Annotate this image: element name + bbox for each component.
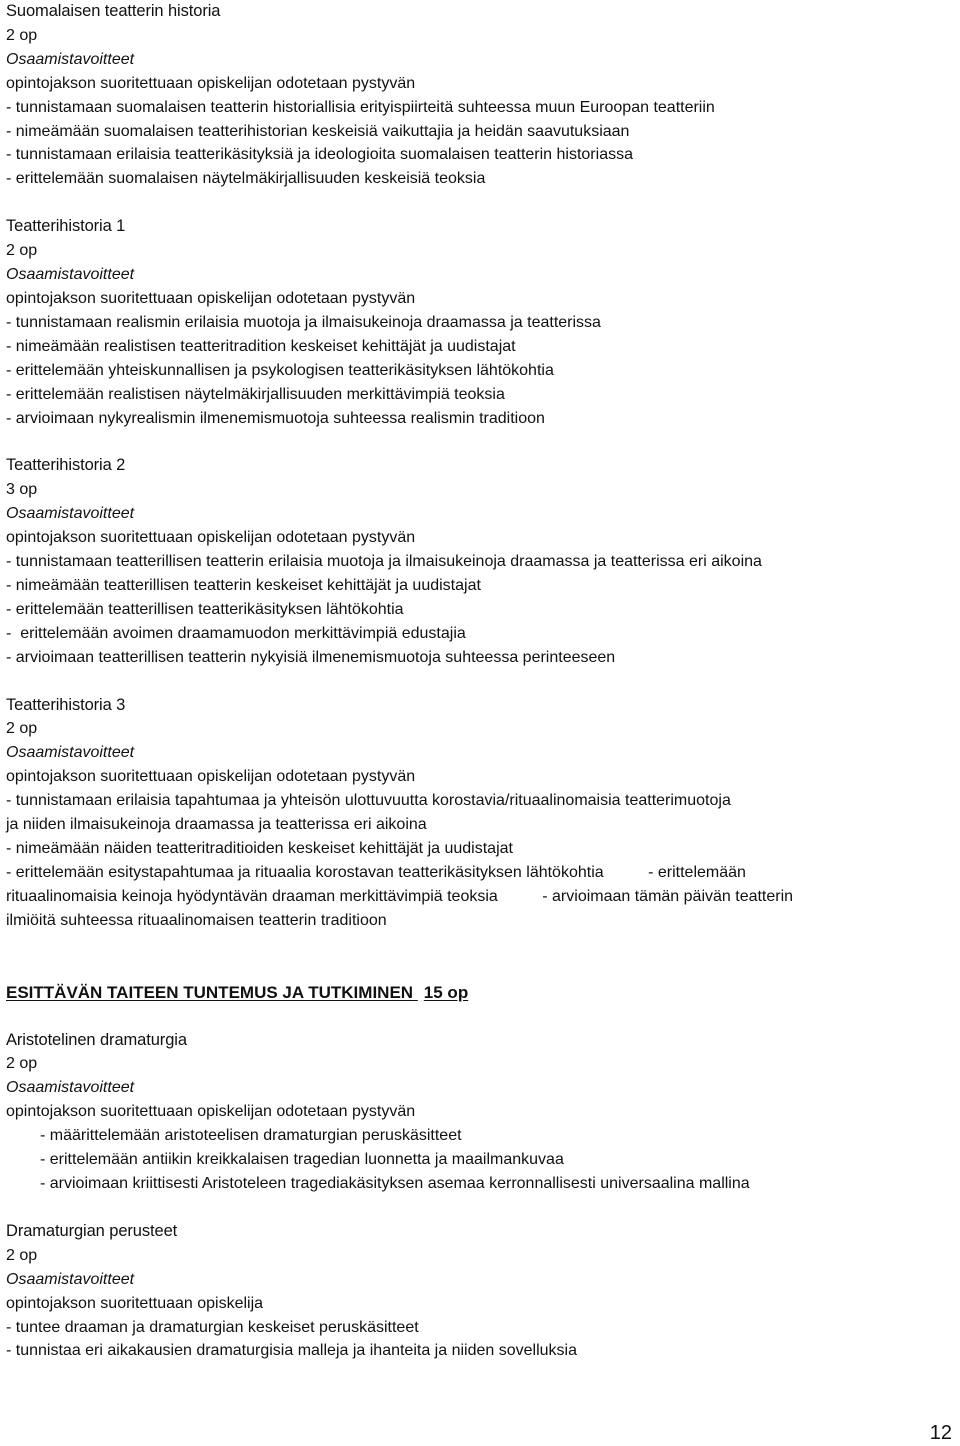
objective-item: - erittelemään antiikin kreikkalaisen tragedian luonnetta ja maailmankuvaa — [40, 1151, 564, 1169]
objective-item: - arvioimaan nykyrealismin ilmenemismuotoja suhteessa realismin traditioon — [6, 409, 545, 427]
course-credits: 2 op — [6, 720, 38, 738]
objectives-label: Osaamistavoitteet — [6, 1270, 135, 1288]
objective-item: - nimeämään realistisen teatteritradition keskeiset kehittäjät ja uudistajat — [6, 337, 516, 355]
objective-item: - erittelemään esitystapahtumaa ja rituaalia korostavan teatterikäsityksen lähtökohtia - erittelemään — [6, 863, 746, 881]
objective-item: - erittelemään realistisen näytelmäkirjallisuuden merkittävimpiä teoksia — [6, 385, 505, 403]
page-number: 12 — [929, 1422, 952, 1444]
objectives-intro: opintojakson suoritettuaan opiskelijan odotetaan pystyvän — [6, 1103, 416, 1121]
course-credits: 2 op — [6, 1246, 38, 1264]
spacer — [6, 1196, 954, 1220]
course-credits: 2 op — [6, 1055, 38, 1073]
objective-item: ilmiöitä suhteessa rituaalinomaisen teatterin traditioon — [6, 911, 387, 929]
section-heading — [6, 981, 954, 1005]
objectives-label: Osaamistavoitteet — [6, 266, 135, 284]
objectives-label: Osaamistavoitteet — [6, 1079, 135, 1097]
objective-item: - erittelemään teatterillisen teatterikäsityksen lähtökohtia — [6, 600, 404, 618]
objective-item: - erittelemään avoimen draamamuodon merkittävimpiä edustajia — [6, 624, 466, 642]
objectives-intro: opintojakson suoritettuaan opiskelijan odotetaan pystyvän — [6, 529, 416, 547]
spacer — [6, 670, 954, 694]
objective-item: - tuntee draaman ja dramaturgian keskeiset peruskäsitteet — [6, 1318, 419, 1336]
objectives-label: Osaamistavoitteet — [6, 505, 135, 523]
objective-item: rituaalinomaisia keinoja hyödyntävän draaman merkittävimpiä teoksia - arvioimaan tämän päivän teatterin — [6, 887, 794, 905]
course-teatterihistoria-1 — [6, 215, 954, 430]
objective-item: - tunnistamaan teatterillisen teatterin erilaisia muotoja ja ilmaisukeinoja draamassa ja teatterissa eri aikoina — [6, 553, 762, 571]
objectives-label: Osaamistavoitteet — [6, 50, 135, 68]
course-title: Dramaturgian perusteet — [6, 1221, 178, 1240]
objective-item: - arvioimaan kriittisesti Aristoteleen tragediakäsityksen asemaa kerronnallisesti universaalina mallina — [40, 1174, 750, 1192]
document-page — [6, 0, 954, 1363]
objective-item: - tunnistamaan suomalaisen teatterin historiallisia erityispiirteitä suhteessa muun Euroopan teatteriin — [6, 98, 715, 116]
objectives-intro: opintojakson suoritettuaan opiskelija — [6, 1294, 264, 1312]
course-credits: 2 op — [6, 242, 38, 260]
course-teatterihistoria-2 — [6, 454, 954, 669]
objective-item: - tunnistamaan realismin erilaisia muotoja ja ilmaisukeinoja draamassa ja teatterissa — [6, 313, 601, 331]
spacer — [6, 933, 954, 981]
objective-item: - erittelemään suomalaisen näytelmäkirjallisuuden keskeisiä teoksia — [6, 170, 486, 188]
course-title: Teatterihistoria 2 — [6, 456, 126, 475]
objectives-intro: opintojakson suoritettuaan opiskelijan odotetaan pystyvän — [6, 768, 416, 786]
objectives-label: Osaamistavoitteet — [6, 744, 135, 762]
objective-item: - määrittelemään aristoteelisen dramaturgian peruskäsitteet — [40, 1127, 462, 1145]
spacer — [6, 1005, 954, 1029]
course-title: Teatterihistoria 1 — [6, 217, 126, 236]
spacer — [6, 430, 954, 454]
course-title: Suomalaisen teatterin historia — [6, 2, 221, 20]
course-credits: 2 op — [6, 26, 38, 44]
objective-item: - tunnistamaan erilaisia tapahtumaa ja yhteisön ulottuvuutta korostavia/rituaalinomaisia teatterimuotoja — [6, 792, 731, 810]
objective-item: - nimeämään näiden teatteritraditioiden keskeiset kehittäjät ja uudistajat — [6, 840, 513, 857]
course-dramaturgian-perusteet — [6, 1220, 954, 1363]
objective-item: - arvioimaan teatterillisen teatterin nykyisiä ilmenemismuotoja suhteessa perinteeseen — [6, 648, 616, 666]
spacer — [6, 191, 954, 215]
objective-item: - nimeämään suomalaisen teatterihistorian keskeisiä vaikuttajia ja heidän saavutuksiaan — [6, 122, 630, 140]
course-suomalaisen-teatterin-historia — [6, 0, 954, 191]
objective-item: - erittelemään yhteiskunnallisen ja psykologisen teatterikäsityksen lähtökohtia — [6, 361, 554, 379]
objective-item: ja niiden ilmaisukeinoja draamassa ja teatterissa eri aikoina — [6, 816, 427, 834]
course-credits: 3 op — [6, 481, 38, 499]
section-heading-credits: 15 op — [423, 982, 469, 1002]
course-aristotelinen-dramaturgia — [6, 1029, 954, 1196]
course-title: Teatterihistoria 3 — [6, 695, 126, 714]
objective-item: - tunnistamaan erilaisia teatterikäsityksiä ja ideologioita suomalaisen teatterin historiassa — [6, 146, 633, 164]
course-teatterihistoria-3 — [6, 694, 954, 933]
objective-item: - tunnistaa eri aikakausien dramaturgisia malleja ja ihanteita ja niiden sovelluksia — [6, 1342, 577, 1360]
objective-item: - nimeämään teatterillisen teatterin keskeiset kehittäjät ja uudistajat — [6, 576, 481, 594]
objectives-intro: opintojakson suoritettuaan opiskelijan odotetaan pystyvän — [6, 74, 416, 92]
section-heading-text: ESITTÄVÄN TAITEEN TUNTEMUS JA TUTKIMINEN — [6, 982, 414, 1002]
objectives-intro: opintojakson suoritettuaan opiskelijan odotetaan pystyvän — [6, 289, 416, 307]
course-title: Aristotelinen dramaturgia — [6, 1030, 187, 1049]
